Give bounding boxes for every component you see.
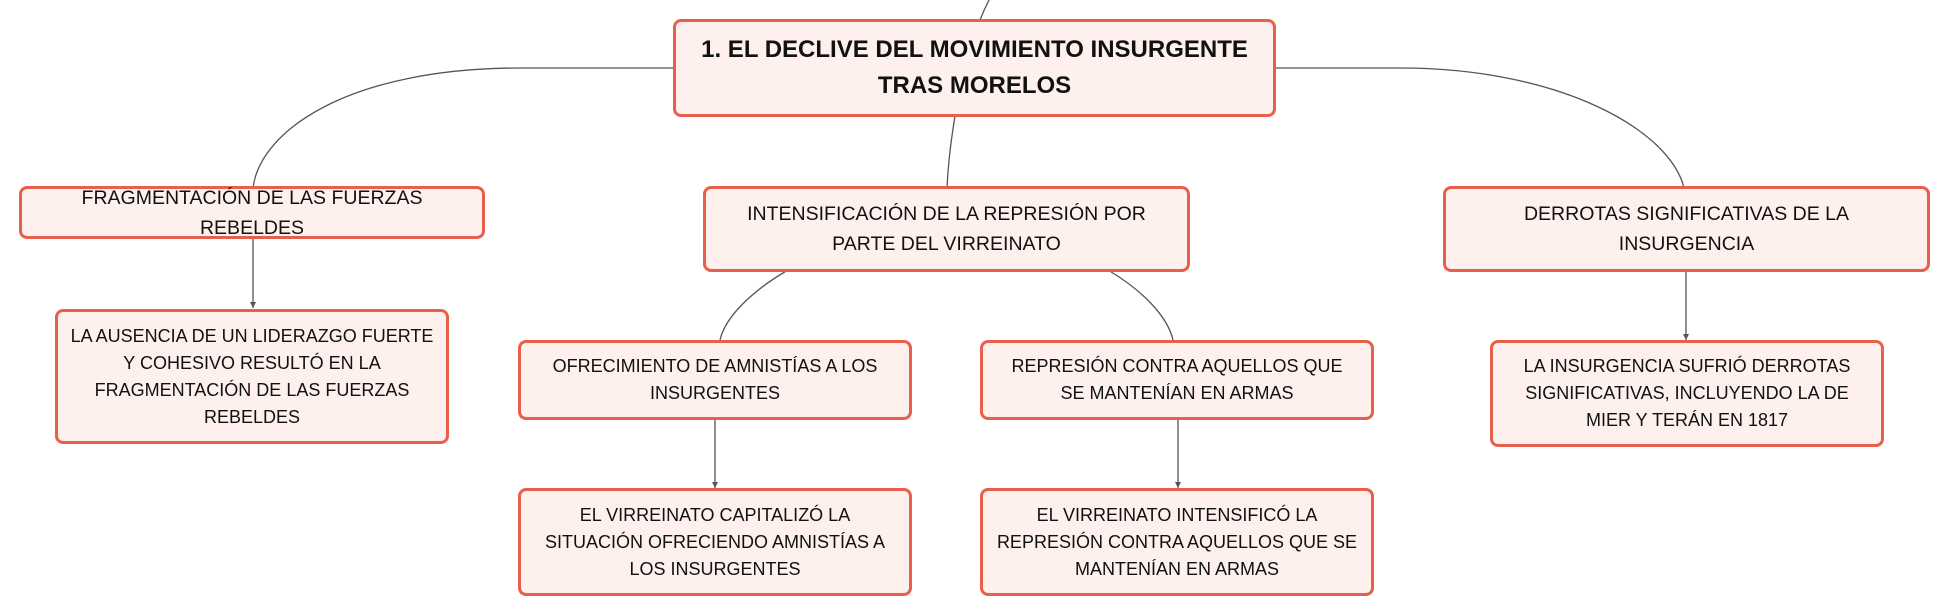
connector-root-to-intensificacion — [947, 116, 955, 188]
topic-fragmentacion[interactable] — [19, 186, 485, 239]
subtopic-label: LA INSURGENCIA SUFRIÓ DERROTAS SIGNIFICATIVAS, INCLUYENDO LA DE MIER Y TERÁN EN 1817 — [1523, 356, 1851, 430]
subtopic-amnistias-detalle[interactable] — [518, 488, 912, 596]
subtopic-label: OFRECIMIENTO DE AMNISTÍAS A LOS INSURGENTES — [552, 356, 878, 403]
subtopic-represion[interactable] — [980, 340, 1374, 420]
subtopic-label: LA AUSENCIA DE UN LIDERAZGO FUERTE Y COHESIVO RESULTÓ EN LA FRAGMENTACIÓN DE LAS FUERZAS REBELDES — [70, 325, 434, 427]
subtopic-label: EL VIRREINATO INTENSIFICÓ LA REPRESIÓN CONTRA AQUELLOS QUE SE MANTENÍAN EN ARMAS — [996, 504, 1358, 579]
root-topic-label: 1. EL DECLIVE DEL MOVIMIENTO INSURGENTE TRAS MORELOS — [701, 36, 1248, 99]
topic-intensificacion[interactable] — [703, 186, 1190, 272]
subtopic-represion-detalle[interactable] — [980, 488, 1374, 596]
subtopic-liderazgo[interactable] — [55, 309, 449, 444]
topic-label: DERROTAS SIGNIFICATIVAS DE LA INSURGENCIA — [1523, 203, 1850, 255]
subtopic-amnistias[interactable] — [518, 340, 912, 420]
topic-label: INTENSIFICACIÓN DE LA REPRESIÓN POR PARTE DEL VIRREINATO — [747, 203, 1146, 255]
subtopic-label: REPRESIÓN CONTRA AQUELLOS QUE SE MANTENÍAN EN ARMAS — [1011, 356, 1343, 403]
connector-parent-to-root — [980, 0, 989, 20]
connector-intensificacion-to-amnistias — [720, 270, 788, 340]
connector-intensificacion-to-represion — [1108, 270, 1173, 340]
connector-root-to-derrotas — [1275, 68, 1684, 188]
root-topic[interactable] — [673, 19, 1276, 117]
subtopic-derrotas-detalle[interactable] — [1490, 340, 1884, 447]
topic-derrotas[interactable] — [1443, 186, 1930, 272]
connector-root-to-fragmentacion — [253, 68, 678, 188]
subtopic-label: EL VIRREINATO CAPITALIZÓ LA SITUACIÓN OFRECIENDO AMNISTÍAS A LOS INSURGENTES — [544, 504, 886, 579]
topic-label: FRAGMENTACIÓN DE LAS FUERZAS REBELDES — [81, 186, 423, 239]
arrowhead — [250, 302, 256, 308]
